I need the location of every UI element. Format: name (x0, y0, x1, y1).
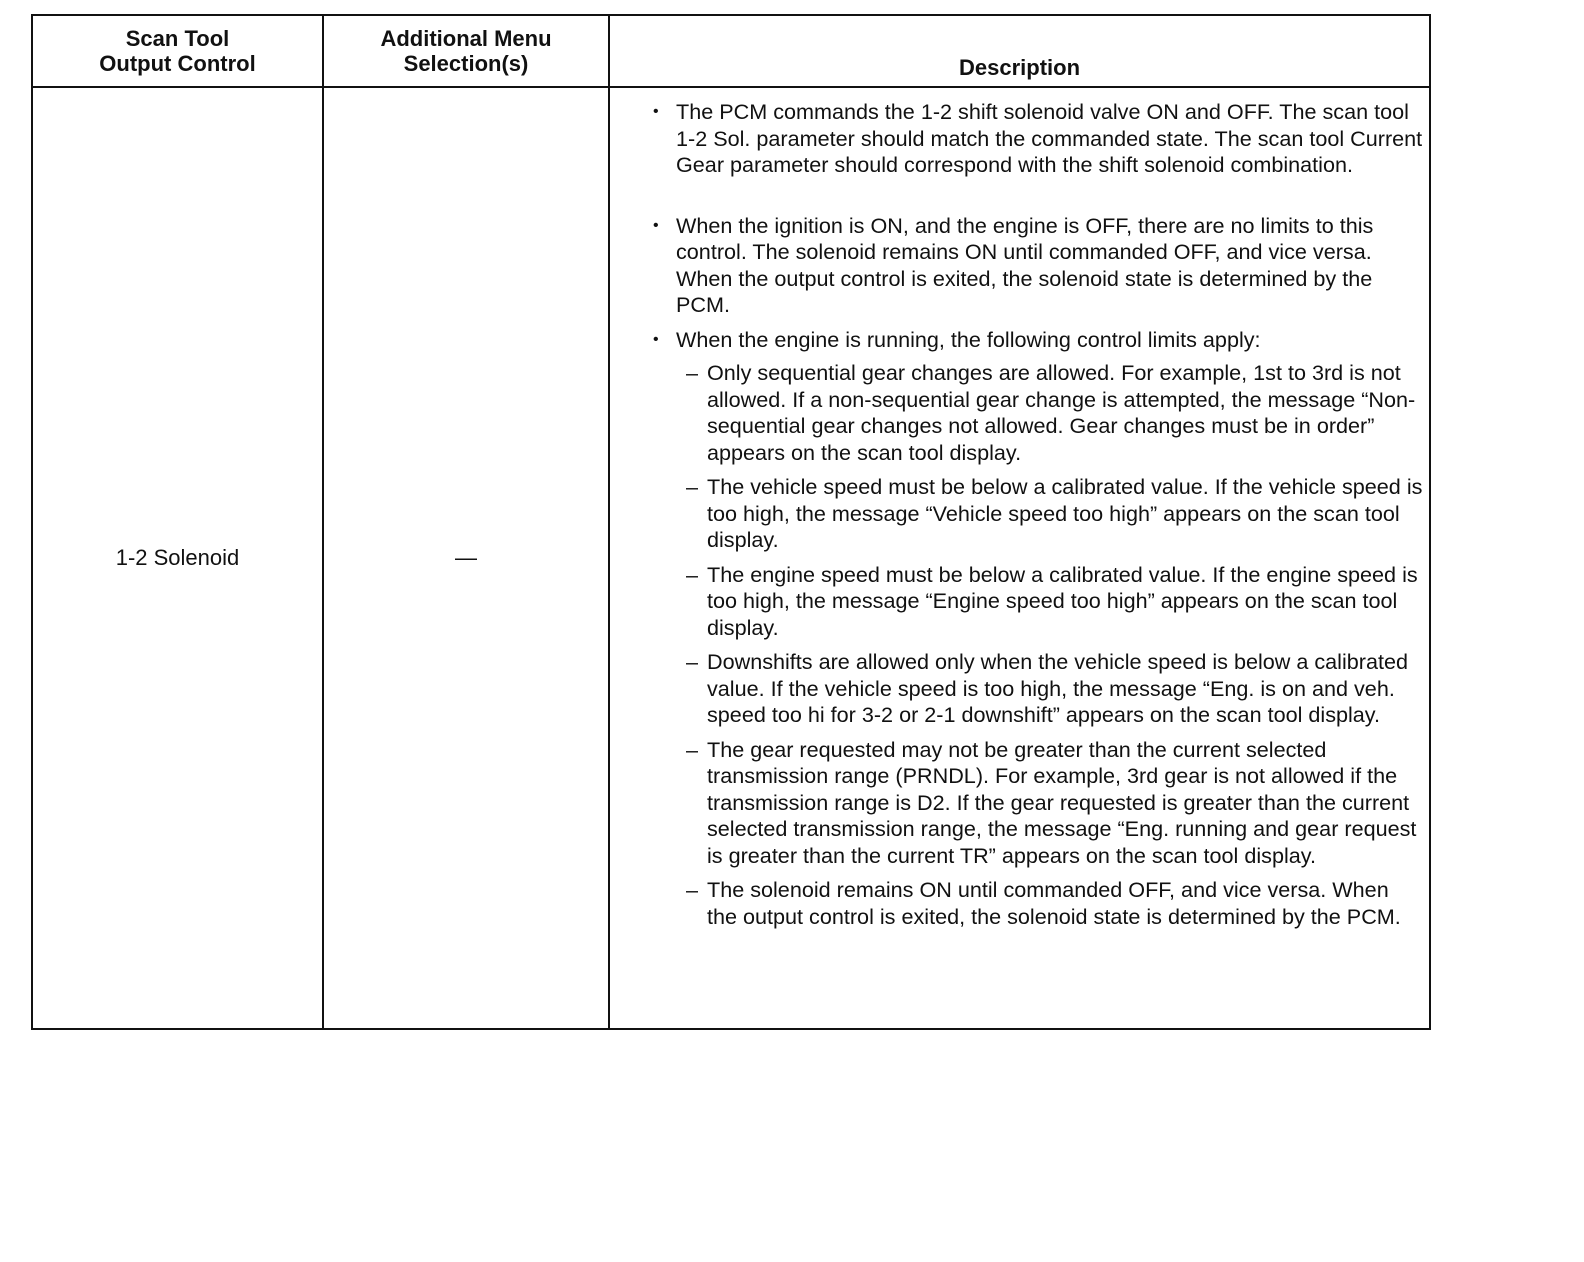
bullet-text: When the ignition is ON, and the engine is OFF, there are no limits to this control. The solenoid remains ON until commanded OFF, and vice versa. When the output control is exited, the solenoid state is determined by the PCM. (676, 212, 1374, 317)
sub-item-text: The solenoid remains ON until commanded OFF, and vice versa. When the output control is exited, the solenoid state is determined by the PCM. (707, 877, 1401, 929)
dash-icon: – (686, 360, 699, 385)
cell-output-control: 1-2 Solenoid (32, 87, 323, 1029)
header-line-1: Scan Tool (125, 26, 230, 51)
header-line-2: Selection(s) (403, 51, 529, 76)
header-scan-tool-output-control (32, 15, 323, 87)
sub-item-text: Downshifts are allowed only when the vehicle speed is below a calibrated value. If the vehicle speed is too high, the message “Eng. is on and veh. speed too hi for 3-2 or 2-1 downshift” appears on the scan tool display. (707, 649, 1408, 727)
sub-item-text: The gear requested may not be greater than the current selected transmission range (PRNDL). For example, 3rd gear is not allowed if the transmission range is D2. If the gear requested is greater than the current selected transmission range, the message “Eng. running and gear request is greater than the current TR” appears on the scan tool display. (707, 736, 1417, 868)
dash-icon: – (686, 561, 699, 587)
header-description: Description (609, 15, 1430, 87)
cell-description (609, 87, 1430, 1029)
table-row (32, 87, 1430, 1029)
bullet-icon: • (653, 330, 659, 348)
bullet-item (648, 99, 1423, 179)
table-header-row (32, 15, 1430, 87)
dash-icon: – (686, 736, 699, 762)
header-line-2: Output Control (99, 51, 256, 76)
dash-icon: – (686, 877, 699, 902)
description-bullet-list (648, 99, 1423, 930)
bullet-icon: • (653, 103, 659, 120)
output-control-table (31, 14, 1431, 1030)
sub-item (676, 877, 1423, 930)
dash-icon: – (686, 649, 699, 674)
bullet-text: The PCM commands the 1-2 shift solenoid valve ON and OFF. The scan tool 1-2 Sol. parameter should match the commanded state. The scan tool Current Gear parameter should correspond with the shift solenoid combination. (676, 99, 1423, 177)
sub-item (676, 737, 1423, 870)
control-limits-list (676, 360, 1423, 930)
bullet-text: When the engine is running, the following control limits apply: (676, 326, 1261, 352)
sub-item-text: The vehicle speed must be below a calibrated value. If the vehicle speed is too high, the message “Vehicle speed too high” appears on the scan tool display. (707, 474, 1423, 552)
sub-item (676, 474, 1423, 554)
sub-item (676, 360, 1423, 466)
dash-icon: – (686, 474, 699, 499)
header-additional-menu-selections (323, 15, 609, 87)
bullet-item (648, 327, 1423, 931)
bullet-icon: • (653, 216, 659, 234)
bullet-item (648, 213, 1423, 319)
sub-item (676, 562, 1423, 642)
cell-menu-selections: — (323, 87, 609, 1029)
sub-item-text: The engine speed must be below a calibrated value. If the engine speed is too high, the message “Engine speed too high” appears on the scan tool display. (707, 561, 1418, 640)
header-line-1: Additional Menu (380, 26, 552, 51)
sub-item (676, 649, 1423, 729)
sub-item-text: Only sequential gear changes are allowed. For example, 1st to 3rd is not allowed. If a non-sequential gear change is attempted, the message “Non-sequential gear changes not allowed. Gear changes must be in order” appears on the scan tool display. (707, 360, 1416, 465)
